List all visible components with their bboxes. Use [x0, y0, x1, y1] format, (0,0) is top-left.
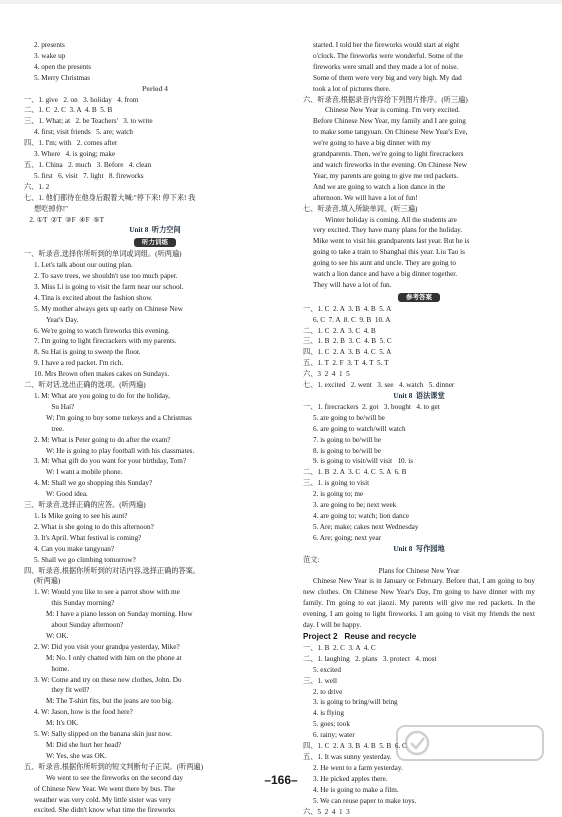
left-line: 3. M: What gift do you want for your birthday, Tom? [34, 457, 187, 466]
right-line: 6. rainy; water [313, 731, 355, 740]
right-line: They will have a lot of fun. [313, 280, 392, 289]
right-line: 二、1. laughing 2. plans 3. protect 4. most [303, 654, 437, 663]
right-line: 5. We can reuse paper to make toys. [313, 796, 417, 805]
left-line: 1. M: What are you going to do for the holiday, [34, 392, 170, 400]
right-line: 3. is going to bring/will bring [313, 698, 398, 707]
left-line: this Sunday morning? [46, 599, 115, 608]
left-line: 5. My mother always gets up early on Chinese New [34, 304, 183, 313]
watermark-logo [395, 722, 545, 764]
left-line: tree. [46, 424, 64, 433]
left-line: Year's Day. [46, 315, 79, 324]
left-line: W: Good idea. [46, 490, 88, 499]
left-line: excited. She didn't know what time the fireworks [34, 806, 176, 815]
left-line: 4. W: Jason, how is the food here? [34, 708, 133, 717]
left-line: 5. first 6. visit 7. light 8. fireworks [34, 171, 144, 180]
right-line: 2. to drive [313, 687, 343, 696]
right-line: Mike went to visit his grandparents last year. But he is [313, 237, 470, 246]
right-line: 8. is going to be/will be [313, 446, 381, 455]
right-line: Some of them were very big and very high. My dad [313, 73, 462, 82]
right-line: 四、1. C 2. A 3. B 4. B 5. B 6. C [303, 742, 407, 751]
left-line: 三、1. What; at 2. be Teachers' 3. to write [24, 117, 153, 126]
right-line: 一、1. firecrackers 2. got 3. bought 4. to get [303, 402, 440, 411]
right-line: 4. is flying [313, 709, 344, 718]
right-line: 三、1. well [303, 676, 337, 685]
left-line: 1. Is Mike going to see his aunt? [34, 511, 128, 520]
right-line: 4. He is going to make a film. [313, 785, 399, 794]
right-line: 2. He went to a farm yesterday. [313, 763, 403, 772]
left-line: 想吃掉你!" [34, 204, 69, 213]
left-line: 7. I'm going to light firecrackers with my parents. [34, 337, 177, 346]
left-line: 4. Can you make tangyuan? [34, 544, 115, 553]
right-section-badge-row [303, 292, 535, 303]
right-essay-paragraph: Chinese New Year is in January or February. Before that, I am going to buy new clothes. On Chinese New Year's Day, I'm going to have dinner with my family. I'm going to eat jiaozi. My parents will give me red packets. In the evening, I am going to light fireworks. I am going to visit my friends the next day. I will be happy. [303, 577, 535, 630]
right-line: 七、听录音,填入所缺单词。(听三遍) [303, 204, 418, 213]
right-line: 二、1. C 2. A 3. C 4. B [303, 326, 376, 335]
left-line: 五、听录音,根据你所听到的短文判断句子正误。(听两遍) [24, 762, 204, 771]
right-line: going to take a train to Shanghai this year. Liu Tao is [313, 248, 465, 257]
right-line: fireworks were small and they made a lot of noise. [313, 62, 459, 71]
left-line: M: I have a piano lesson on Sunday morning. How [46, 610, 193, 619]
left-line: 4. M: Shall we go shopping this Sunday? [34, 479, 153, 488]
left-line: 2. To save trees, we shouldn't use too much paper. [34, 272, 178, 281]
right-line: and watch fireworks in the evening. On Chinese New [313, 160, 467, 169]
right-line: 5. are going to be/will be [313, 413, 385, 422]
right-line: 2. is going to; me [313, 490, 364, 499]
right-line: 六、5 2 4 1 3 [303, 807, 350, 816]
right-line: 9. is going to visit/will visit 10. is [313, 457, 414, 466]
left-line: 六、1. 2 [24, 182, 50, 191]
right-line: Year, my parents are going to give me red packets. [313, 171, 459, 180]
left-line: W: I want a mobile phone. [46, 468, 123, 477]
right-line: took a lot of pictures there. [313, 84, 391, 93]
left-line: 10. Mrs Brown often makes cakes on Sundays. [34, 370, 170, 379]
left-line: 二、听对话,选出正确的选项。(听两遍) [24, 381, 146, 390]
right-line: 6. C 7. A 8. C 9. B 10. A [313, 315, 391, 324]
left-line: 1. W: Would you like to see a parrot show with me [34, 588, 180, 597]
right-line: 4. are going to; watch; lion dance [313, 511, 410, 520]
left-line: M: It's OK. [46, 719, 79, 728]
right-line: 6. are going to watch/will watch [313, 424, 406, 433]
left-line: 8. Su Hai is going to sweep the floor. [34, 348, 141, 357]
right-line: grandparents. Then, we're going to light firecrackers [313, 150, 464, 159]
right-section-heading: Unit 8 语法课堂 [393, 392, 445, 400]
right-project-heading: Project 2 Reuse and recycle [303, 631, 417, 641]
right-line: 5. Are; make; cakes next Wednesday [313, 522, 419, 531]
right-line: 三、1. B 2. B 3. C 4. B 5. C [303, 337, 392, 346]
left-line: 五、1. China 2. much 3. Before 4. clean [24, 160, 152, 169]
right-line: afternoon. We will have a lot of fun! [313, 193, 418, 202]
right-line: 五、1. T 2. F 3. T 4. T 5. T [303, 359, 389, 368]
page-number: –166– [264, 773, 298, 787]
right-line: And we are going to watch a lion dance in the [313, 182, 446, 191]
right-section-heading: Unit 8 写作园地 [393, 544, 445, 553]
top-edge [0, 0, 562, 4]
left-line: home. [46, 664, 70, 673]
left-line: 四、1. I'm; with 2. comes after [24, 139, 118, 148]
right-line: 6. Are; going; next year [313, 533, 382, 542]
right-line: 三、1. is going to visit [303, 479, 370, 488]
right-line: watch a lion dance and have a big dinner together. [313, 270, 458, 279]
right-line: very excited. They have many plans for the holiday. [313, 226, 463, 235]
right-column [303, 40, 535, 817]
right-line: 五、1. It was sunny yesterday. [303, 753, 392, 761]
right-line: Winter holiday is coming. All the students are [325, 215, 457, 224]
left-section-heading: Unit 8 听力空间 [129, 226, 181, 235]
right-line: we're going to have a big dinner with my [313, 139, 431, 148]
left-line: 4. first; visit friends 5. are; watch [34, 128, 134, 137]
left-line: 七、1. 他们都待在他身后跟着大喊:"停下来! 停下来! 我 [24, 193, 196, 202]
left-line: W: I'm going to buy some turkeys and a Christmas [46, 413, 192, 422]
right-line: started. I told her the fireworks would start at eight [313, 41, 460, 49]
right-line: 3. He picked apples there. [313, 774, 388, 783]
left-column [24, 40, 286, 816]
right-line: going to see his aunt and uncle. They are going to [313, 259, 456, 268]
left-line: M: Did she hurt her head? [46, 741, 122, 749]
left-line: 一、1. give 2. on 3. holiday 4. from [24, 95, 139, 104]
left-line: 1. Let's talk about our outing plan. [34, 261, 133, 270]
right-line: 3. are going to be; next week [313, 501, 397, 510]
left-line: 3. Where 4. is going; make [34, 150, 116, 159]
right-line: 一、1. C 2. A 3. B 4. B 5. A [303, 304, 392, 313]
left-section-heading: Period 4 [142, 84, 168, 93]
left-line: 2. What is she going to do this afternoon? [34, 522, 154, 531]
left-line: We went to see the fireworks on the second day [46, 773, 183, 782]
left-section-badge-row [24, 237, 286, 248]
left-line: 5. Merry Christmas [34, 73, 91, 82]
left-line: 一、听录音,选择你所听到的单词或词组。(听两遍) [24, 250, 182, 259]
left-line: 3. It's April. What festival is coming? [34, 533, 142, 542]
left-section-badge: 听力训练 [134, 238, 176, 247]
right-line: to make some tangyuan. On Chinese New Year's Eve, [313, 128, 468, 137]
left-line: 5. Shall we go climbing tomorrow? [34, 555, 136, 564]
left-line: 2. W: Did you visit your grandpa yesterday, Mike? [34, 642, 180, 651]
right-line: o'clock. The fireworks were wonderful. Some of the [313, 51, 463, 60]
left-line: 三、听录音,选择正确的应答。(听两遍) [24, 501, 146, 510]
right-line: 七、1. excited 2. went 3. see 4. watch 5. dinner [303, 381, 455, 390]
right-line: 二、1. B 2. A 3. C 4. C 5. A 6. B [303, 468, 407, 477]
left-line: about Sunday afternoon? [46, 621, 124, 630]
left-line: W: Yes, she was OK. [46, 751, 107, 760]
left-line: 3. wake up [34, 51, 66, 60]
right-essay-title: Plans for Chinese New Year [378, 566, 460, 575]
right-line: 5. excited [313, 665, 341, 674]
left-line: 5. W: Sally slipped on the banana skin just now. [34, 730, 172, 739]
left-line: (听两遍) [34, 577, 61, 586]
right-line: 5. goes; took [313, 720, 350, 729]
right-line: Chinese New Year is coming. I'm very excited. [325, 106, 461, 115]
left-line: weather was very cold. My little sister was very [34, 795, 172, 804]
left-line: 4. open the presents [34, 62, 92, 71]
left-line: 2. presents [34, 41, 65, 49]
left-line: 3. Miss Li is going to visit the farm near our school. [34, 282, 184, 291]
right-line: 六、3 2 4 1 5 [303, 370, 350, 379]
left-line: M: The T-shirt fits, but the jeans are too big. [46, 697, 174, 706]
left-line: M: No. I only chatted with him on the phone at [46, 653, 182, 662]
right-line: 六、听录音,根据录音内容给下列图片排序。(听三遍) [303, 95, 468, 104]
left-line: 二、1. C 2. C 3. A 4. B 5. B [24, 106, 113, 115]
left-line: 2. ①T ②T ③F ④F ⑤T [24, 215, 105, 224]
left-line: they fit well? [46, 686, 90, 695]
right-line: 7. is going to be/will be [313, 435, 381, 444]
left-line: W: He is going to play football with his classmates. [46, 446, 195, 455]
right-section-badge: 参考答案 [398, 293, 440, 302]
left-line: 4. Tina is excited about the fashion show. [34, 293, 153, 302]
left-line: W: OK. [46, 631, 69, 640]
left-line: of Chinese New Year. We went there by bus. The [34, 784, 175, 793]
left-line: 3. W: Come and try on these new clothes, John. Do [34, 675, 182, 684]
left-line: Su Hai? [46, 402, 75, 411]
left-line: 四、听录音,根据你所听到的对话内容,选择正确的答案。 [24, 566, 201, 575]
left-line: 6. We're going to watch fireworks this evening. [34, 326, 170, 335]
right-line: 范文: [303, 555, 320, 564]
right-line: 四、1. C 2. A 3. B 4. C 5. A [303, 348, 392, 357]
right-line: Before Chinese New Year, my family and I are going [313, 117, 466, 126]
left-line: 9. I have a red packet. I'm rich. [34, 359, 124, 368]
left-line: 2. M: What is Peter going to do after the exam? [34, 435, 171, 444]
right-line: 一、1. B 2. C 3. A 4. C [303, 643, 376, 652]
